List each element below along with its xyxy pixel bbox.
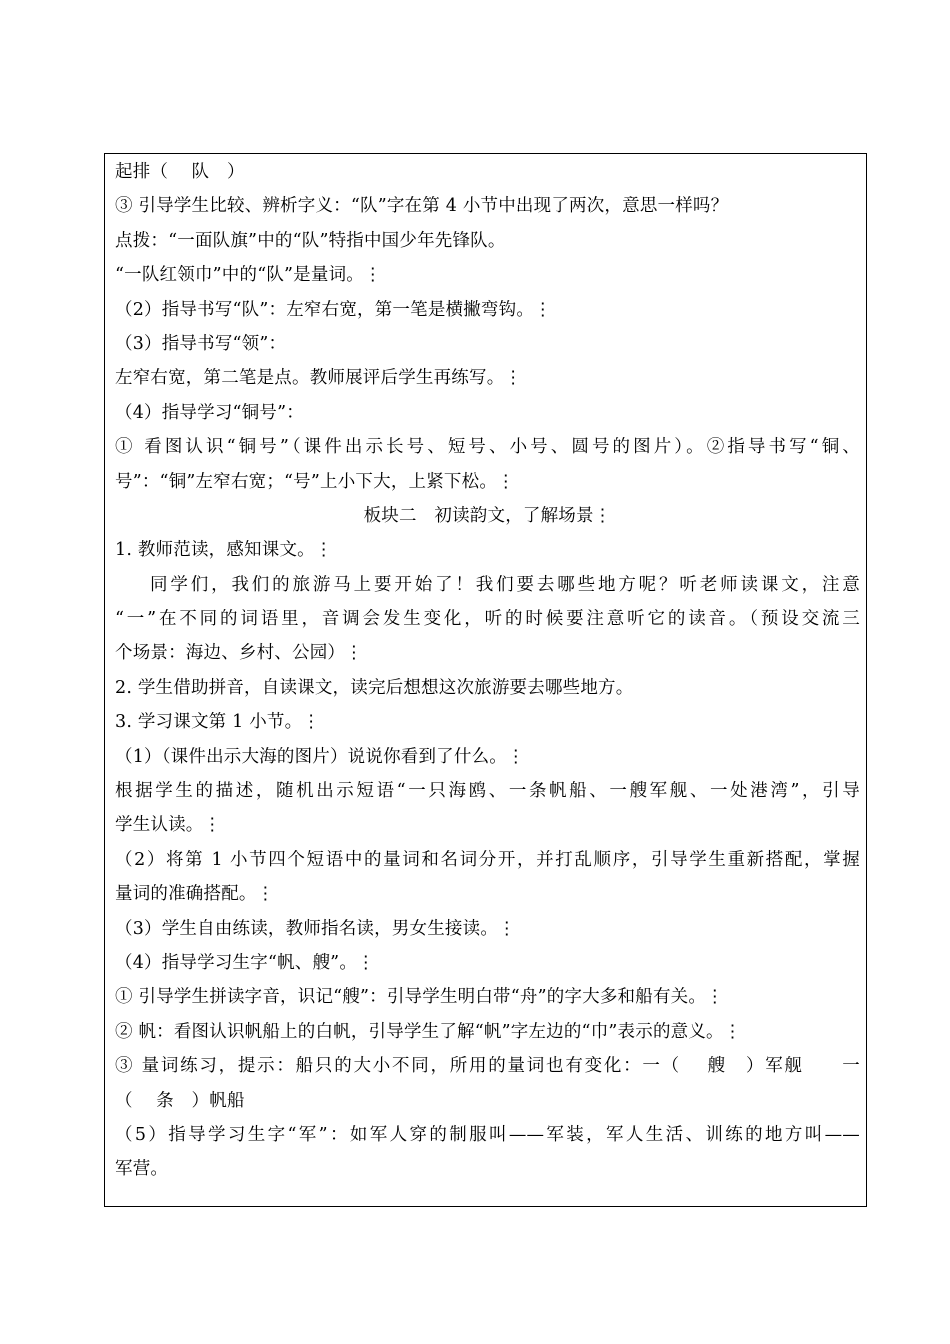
text-line: （1）（课件出示大海的图片）说说你看到了什么。⋮ [115, 746, 525, 767]
text-line: （5）指导学习生字“军”：如军人穿的制服叫——军装，军人生活、训练的地方叫—— [115, 1124, 860, 1145]
text-line: “一”在不同的词语里，音调会发生变化，听的时候要注意听它的读音。（预设交流三 [115, 609, 860, 630]
text-line: （3）指导书写“领”： [115, 333, 287, 354]
text-line: 根据学生的描述，随机出示短语“一只海鸥、一条帆船、一艘军舰、一处港湾”，引导 [115, 781, 860, 802]
text-line: 学生认读。⋮ [115, 815, 222, 836]
text-line: （ 条 ）帆船 [115, 1090, 245, 1111]
text-line: 点拨：“一面队旗”中的“队”特指中国少年先锋队。 [115, 230, 506, 251]
text-line: 同学们，我们的旅游马上要开始了！我们要去哪些地方呢？听老师读课文，注意 [150, 574, 860, 595]
text-line: （3）学生自由练读，教师指名读，男女生接读。⋮ [115, 918, 516, 939]
text-line: ① 引导学生拼读字音，识记“艘”：引导学生明白带“舟”的字大多和船有关。⋮ [115, 987, 724, 1008]
text-line: ② 帆：看图认识帆船上的白帆，引导学生了解“帆”字左边的“巾”表示的意义。⋮ [115, 1021, 742, 1042]
text-line: （4）指导学习“铜号”： [115, 402, 304, 423]
text-line: ③ 量词练习，提示：船只的大小不同，所用的量词也有变化：一（ 艘 ）军舰 一 [115, 1056, 860, 1077]
text-line: 个场景：海边、乡村、公园）⋮ [115, 643, 363, 664]
text-line: 1. 教师范读，感知课文。⋮ [115, 540, 333, 561]
text-line: ③ 引导学生比较、辨析字义：“队”字在第 4 小节中出现了两次，意思一样吗？ [115, 196, 729, 217]
text-line: （2）将第 1 小节四个短语中的量词和名词分开，并打乱顺序，引导学生重新搭配，掌握 [115, 849, 860, 870]
text-line: “一队红领巾”中的“队”是量词。⋮ [115, 265, 382, 286]
text-line: 军营。 [115, 1159, 169, 1180]
lesson-plan-table [104, 153, 867, 1207]
lesson-text [115, 155, 860, 1187]
section-heading: 板块二 初读韵文，了解场景⋮ [363, 505, 612, 526]
text-line: 起排（ 队 ） [115, 162, 245, 182]
text-line: （2）指导书写“队”：左窄右宽，第一笔是横撇弯钩。⋮ [115, 299, 552, 320]
text-line: 号”：“铜”左窄右宽；“号”上小下大，上紧下松。⋮ [115, 471, 515, 492]
text-line: 2. 学生借助拼音，自读课文，读完后想想这次旅游要去哪些地方。 [115, 677, 634, 698]
text-line: ① 看图认识“铜号”（课件出示长号、短号、小号、圆号的图片）。②指导书写“铜、 [115, 437, 860, 458]
text-line: 量词的准确搭配。⋮ [115, 884, 275, 905]
text-line: （4）指导学习生字“帆、艘”。⋮ [115, 952, 375, 973]
text-line: 左窄右宽，第二笔是点。教师展评后学生再练写。⋮ [115, 368, 523, 389]
text-line: 3. 学习课文第 1 小节。⋮ [115, 712, 321, 733]
